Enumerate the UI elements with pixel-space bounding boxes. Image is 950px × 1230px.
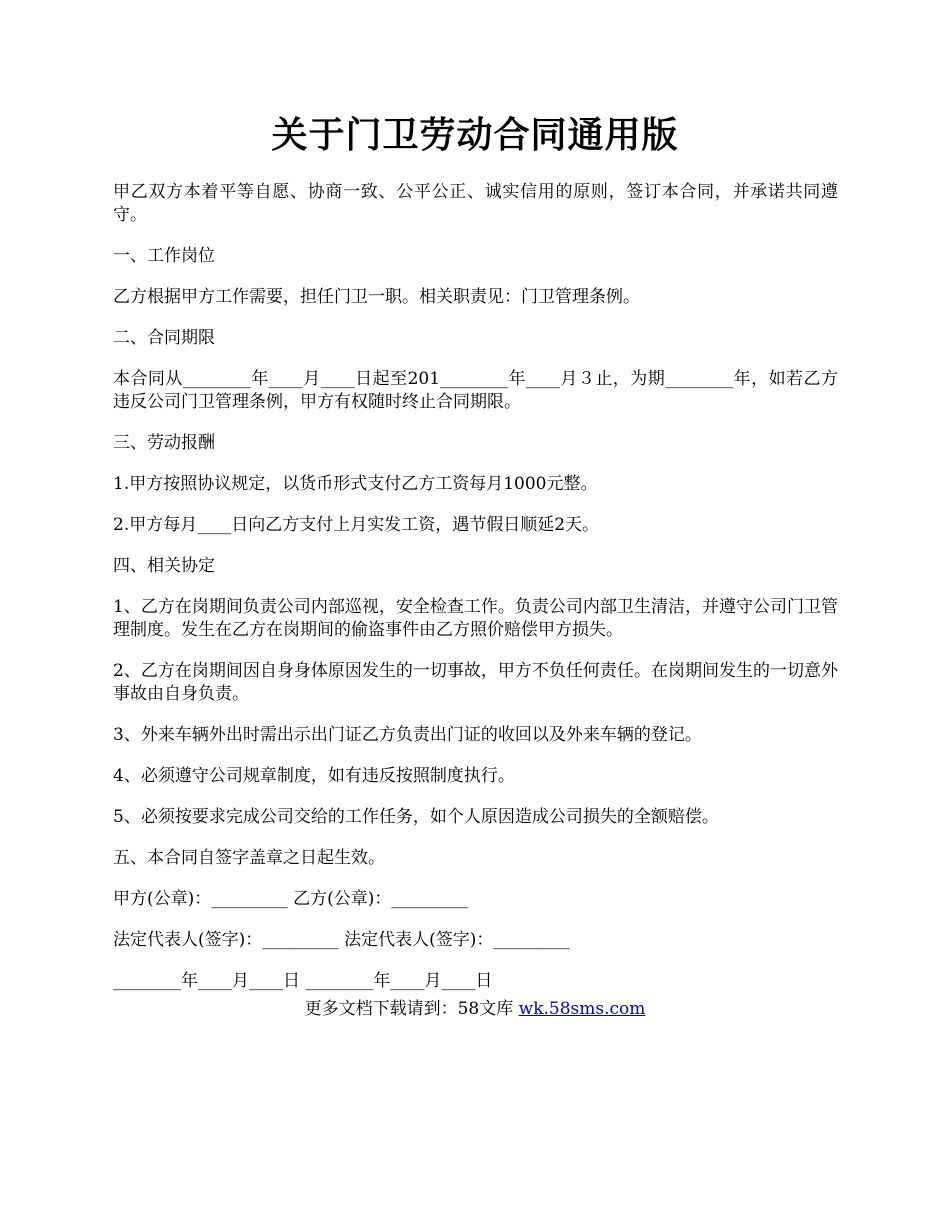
- pay-item-2: 2.甲方每月____日向乙方支付上月实发工资，遇节假日顺延2天。: [113, 515, 600, 535]
- footer-link[interactable]: wk.58sms.com: [518, 999, 646, 1019]
- section-heading-pay: 三、劳动报酬: [113, 433, 215, 453]
- agreement-item-5: 5、必须按要求完成公司交给的工作任务，如个人原因造成公司损失的全额赔偿。: [113, 807, 719, 827]
- date-line: ________年____月____日 ________年____月____日: [113, 971, 493, 991]
- document-body: [113, 181, 838, 1011]
- intro-paragraph: 甲乙双方本着平等自愿、协商一致、公平公正、诚实信用的原则，签订本合同，并承诺共同遵守。: [113, 182, 838, 225]
- position-paragraph: 乙方根据甲方工作需要，担任门卫一职。相关职责见：门卫管理条例。: [113, 287, 640, 307]
- section-heading-term: 二、合同期限: [113, 328, 215, 348]
- agreement-item-4: 4、必须遵守公司规章制度，如有违反按照制度执行。: [113, 766, 515, 786]
- section-heading-position: 一、工作岗位: [113, 246, 215, 266]
- download-footer: [0, 998, 950, 1021]
- agreement-item-2: 2、乙方在岗期间因自身身体原因发生的一切事故，甲方不负任何责任。在岗期间发生的一切意外事故由自身负责。: [113, 661, 838, 704]
- document-title: 关于门卫劳动合同通用版: [271, 114, 679, 156]
- pay-item-1: 1.甲方按照协议规定，以货币形式支付乙方工资每月1000元整。: [113, 474, 598, 494]
- section-heading-effective: 五、本合同自签字盖章之日起生效。: [113, 848, 385, 868]
- term-paragraph: 本合同从________年____月____日起至201________年____月３止，为期________年，如若乙方违反公司门卫管理条例，甲方有权随时终止合同期限。: [113, 369, 838, 412]
- signature-line: 法定代表人(签字)：_________ 法定代表人(签字)：_________: [113, 930, 570, 950]
- agreement-item-3: 3、外来车辆外出时需出示出门证乙方负责出门证的收回以及外来车辆的登记。: [113, 725, 702, 745]
- seal-line: 甲方(公章)：_________ 乙方(公章)：_________: [113, 889, 468, 909]
- footer-text: 更多文档下载请到：58文库: [304, 999, 519, 1019]
- section-heading-agreements: 四、相关协定: [113, 556, 215, 576]
- agreement-item-1: 1、乙方在岗期间负责公司内部巡视，安全检查工作。负责公司内部卫生清洁，并遵守公司门卫管理制度。发生在乙方在岗期间的偷盗事件由乙方照价赔偿甲方损失。: [113, 597, 838, 640]
